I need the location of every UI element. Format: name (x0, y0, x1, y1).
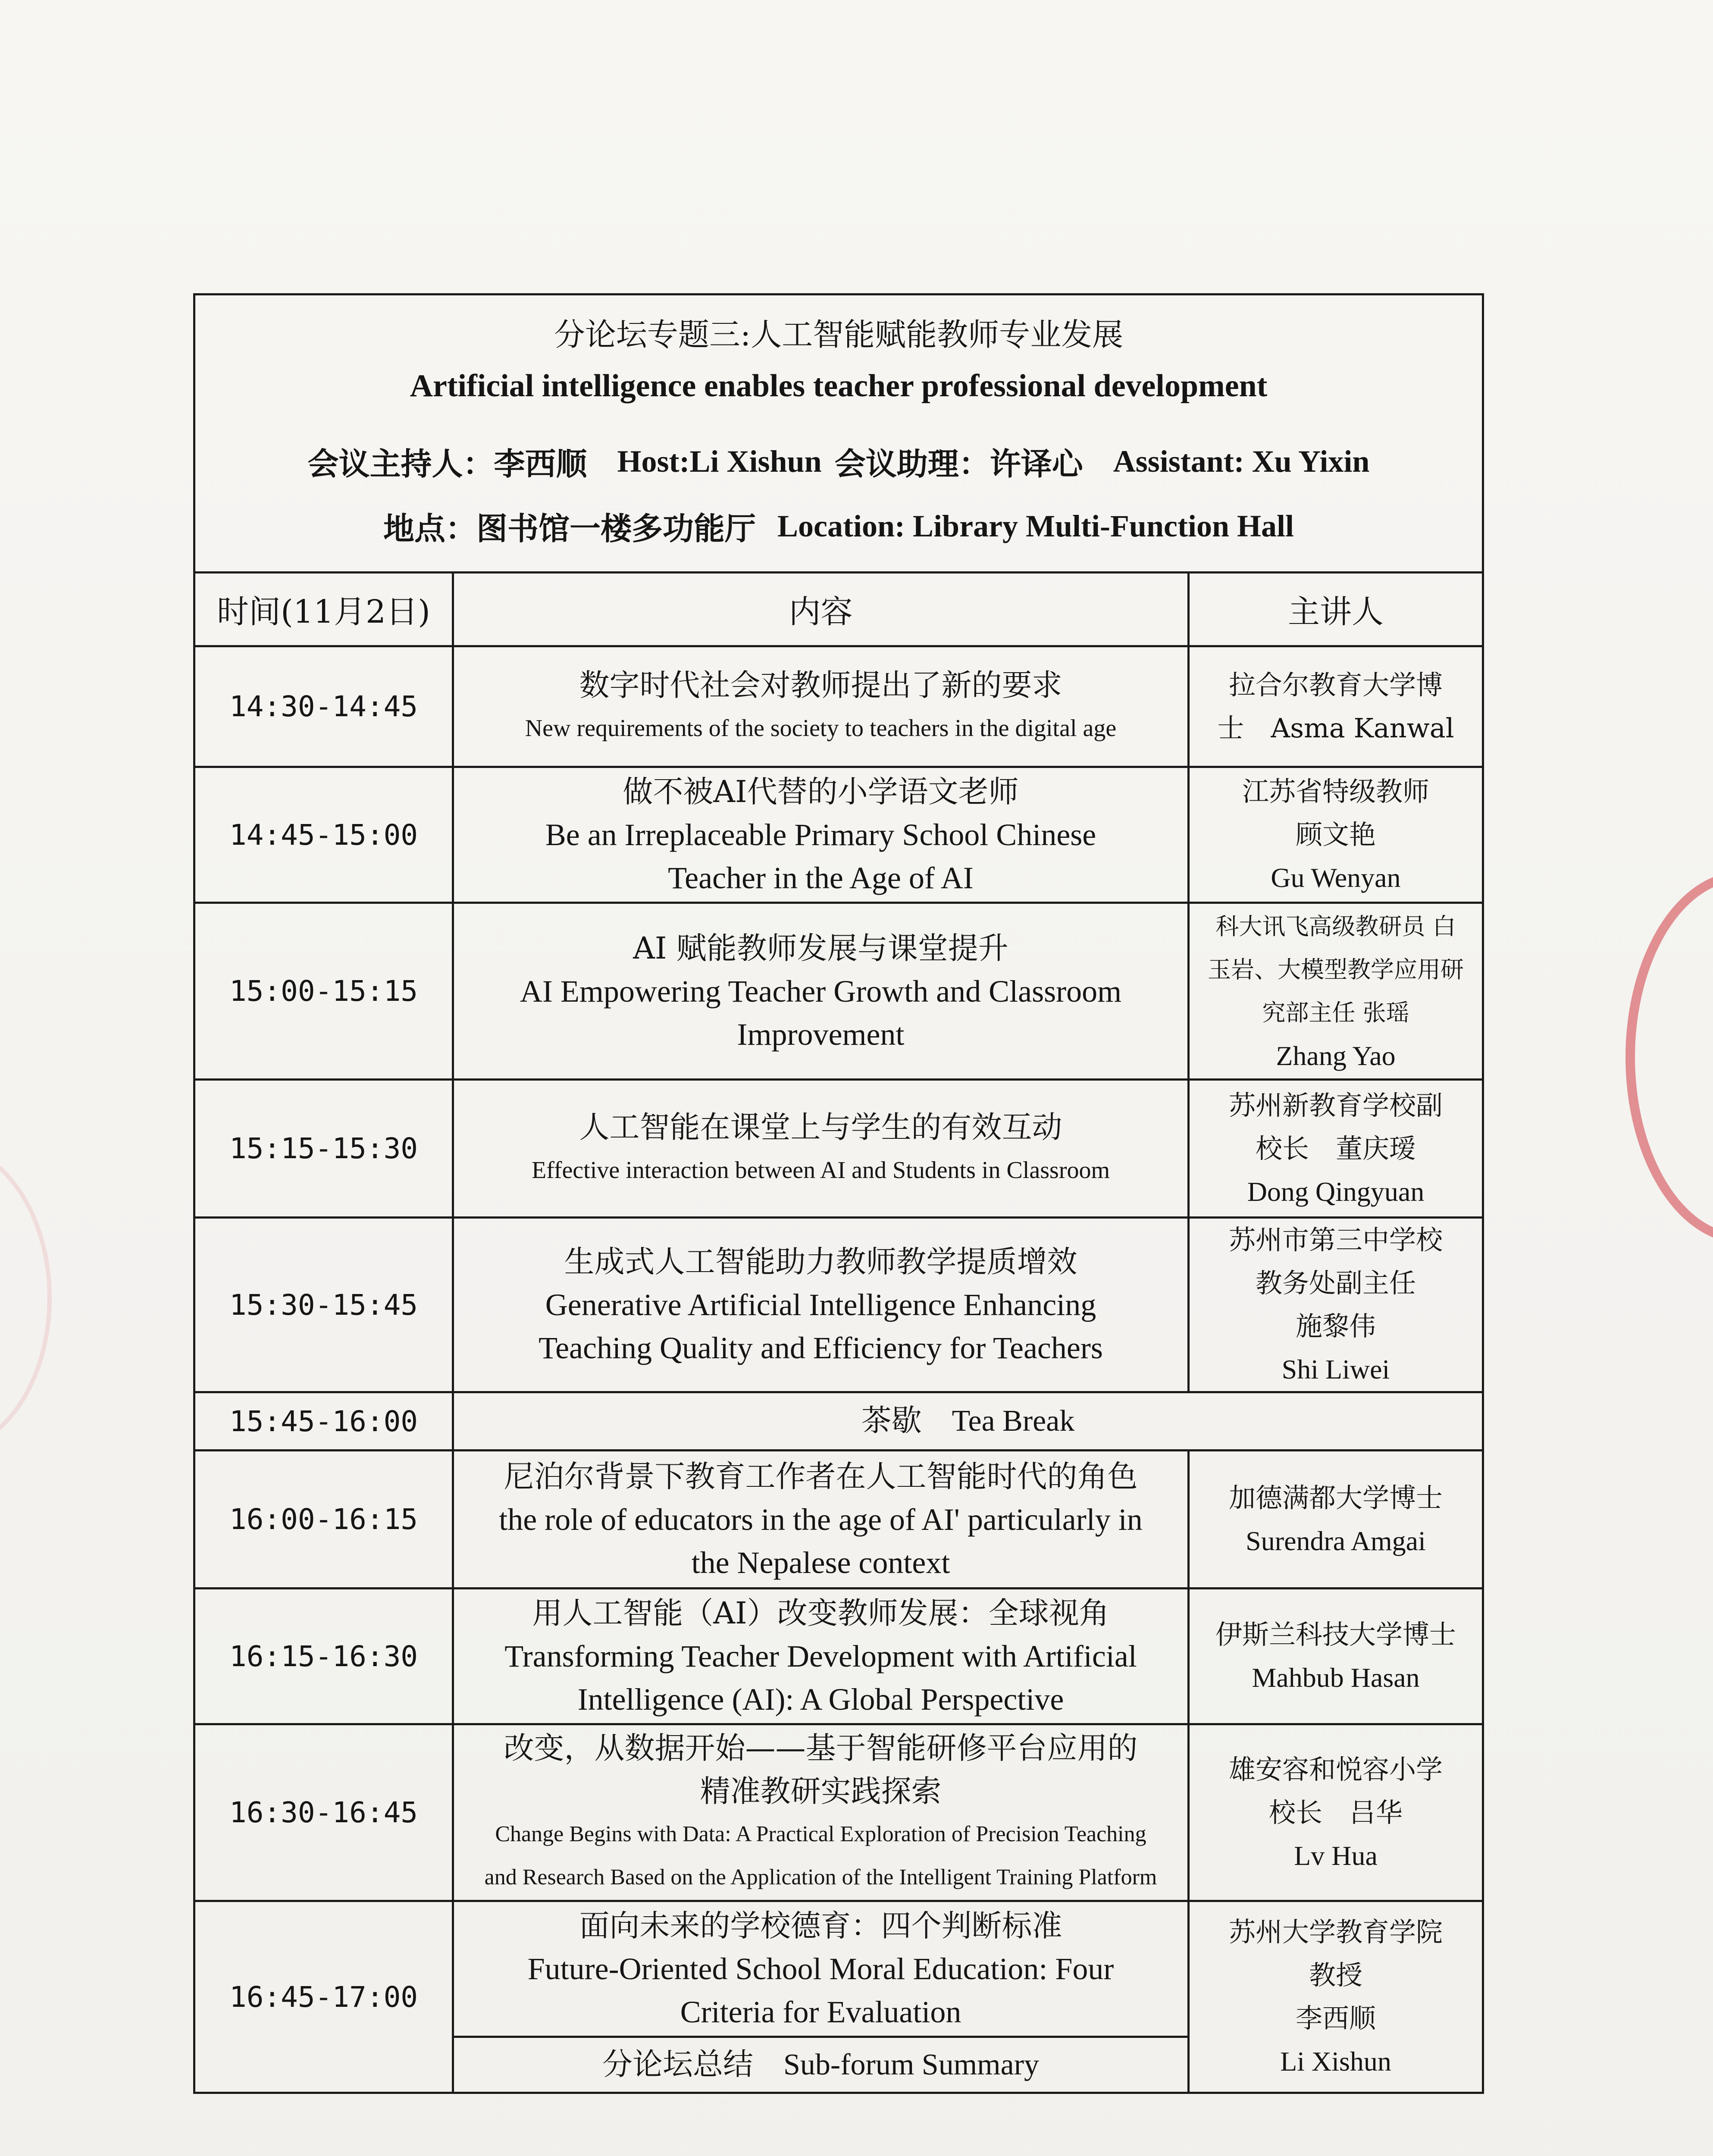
content-en: Teacher in the Age of AI (668, 861, 974, 895)
summary-cell (453, 2037, 1189, 2093)
time-cell: 15:00-15:15 (194, 903, 453, 1080)
time-cell: 16:45-17:00 (194, 1901, 453, 2093)
speaker-line: Dong Qingyuan (1247, 1176, 1425, 1207)
content-zh: 改变，从数据开始——基于智能研修平台应用的 (504, 1730, 1138, 1766)
content-en: Criteria for Evaluation (680, 1995, 961, 2029)
speaker-line: 校长 董庆瑷 (1255, 1132, 1416, 1164)
content-en: and Research Based on the Application of the Intelligent Training Platform (484, 1865, 1157, 1890)
host-zh: 会议主持人：李西顺 (307, 445, 587, 482)
tea-break-label: 茶歇 Tea Break (861, 1404, 1075, 1438)
content-en: Generative Artificial Intelligence Enhancing (545, 1288, 1096, 1322)
speaker-line: 科大讯飞高级教研员 白 (1215, 912, 1456, 940)
table-row (194, 1589, 1483, 1724)
speaker-line: Mahbub Hasan (1252, 1662, 1420, 1693)
time-cell: 14:30-14:45 (194, 646, 453, 767)
speaker-line: 士 Asma Kanwal (1217, 712, 1454, 744)
content-cell (453, 903, 1189, 1080)
time-cell: 16:00-16:15 (194, 1451, 453, 1589)
location-line (195, 494, 1482, 558)
speaker-line: 李西顺 (1295, 2002, 1376, 2034)
content-zh: 数字时代社会对教师提出了新的要求 (579, 667, 1062, 703)
speaker-line: 苏州新教育学校副 (1228, 1089, 1443, 1121)
content-en: Change Begins with Data: A Practical Exploration of Precision Teaching (495, 1821, 1146, 1846)
time-cell: 16:15-16:30 (194, 1589, 453, 1724)
host-en: Host:Li Xishun (617, 444, 822, 479)
speaker-line: 拉合尔教育大学博 (1228, 669, 1443, 701)
speaker-line: 教授 (1309, 1959, 1362, 1991)
speaker-cell (1189, 1724, 1483, 1901)
content-cell (453, 1451, 1189, 1589)
content-en: New requirements of the society to teachers in the digital age (525, 714, 1117, 742)
speaker-line: 教务处副主任 (1255, 1267, 1416, 1299)
column-header-row (194, 573, 1483, 646)
table-row (194, 1451, 1483, 1589)
speaker-line: 玉岩、大模型教学应用研 (1208, 956, 1464, 983)
speaker-cell (1189, 646, 1483, 767)
content-en: Future-Oriented School Moral Education: Four (527, 1952, 1114, 1986)
speaker-line: Li Xishun (1280, 2046, 1391, 2077)
content-en: AI Empowering Teacher Growth and Classroom (520, 974, 1122, 1009)
speaker-cell (1189, 767, 1483, 903)
speaker-cell (1189, 1218, 1483, 1392)
content-cell (453, 1724, 1189, 1901)
table-row-break (194, 1392, 1483, 1451)
content-zh: 生成式人工智能助力教师教学提质增效 (564, 1244, 1077, 1279)
content-zh: 尼泊尔背景下教育工作者在人工智能时代的角色 (504, 1458, 1138, 1494)
content-cell (453, 767, 1189, 903)
content-zh: 人工智能在课堂上与学生的有效互动 (579, 1109, 1062, 1145)
time-cell: 15:30-15:45 (194, 1218, 453, 1392)
content-en: the role of educators in the age of AI' particularly in (499, 1502, 1143, 1537)
time-cell: 15:15-15:30 (194, 1080, 453, 1218)
content-en: Intelligence (AI): A Global Perspective (577, 1682, 1064, 1717)
table-row (194, 1080, 1483, 1218)
table-row (194, 903, 1483, 1080)
speaker-cell (1189, 1080, 1483, 1218)
speaker-line: 究部主任 张瑶 (1262, 999, 1409, 1026)
speaker-line: Surendra Amgai (1246, 1525, 1426, 1556)
location-en: Location: Library Multi-Function Hall (777, 508, 1294, 543)
speaker-line: 顾文艳 (1295, 819, 1376, 850)
content-en: Teaching Quality and Efficiency for Teachers (539, 1331, 1103, 1365)
location-zh: 地点：图书馆一楼多功能厅 (383, 510, 756, 547)
speaker-line: 苏州大学教育学院 (1228, 1916, 1443, 1948)
speaker-cell (1189, 1589, 1483, 1724)
content-zh: 用人工智能（AI）改变教师发展：全球视角 (532, 1595, 1109, 1631)
content-en: Transforming Teacher Development with Artificial (504, 1639, 1137, 1673)
table-row (194, 646, 1483, 767)
column-header-speaker: 主讲人 (1189, 573, 1483, 646)
content-cell (453, 1901, 1189, 2037)
speaker-line: Lv Hua (1294, 1840, 1378, 1871)
speaker-line: 校长 吕华 (1268, 1796, 1403, 1828)
column-header-content: 内容 (453, 573, 1189, 646)
time-cell: 16:30-16:45 (194, 1724, 453, 1901)
speaker-line: 雄安容和悦容小学 (1228, 1753, 1443, 1785)
content-en: Effective interaction between AI and Students in Classroom (531, 1156, 1110, 1184)
table-row (194, 1901, 1483, 2037)
speaker-cell (1189, 1451, 1483, 1589)
assistant-zh: 会议助理：许译心 (834, 445, 1083, 482)
time-cell: 14:45-15:00 (194, 767, 453, 903)
content-en: Improvement (737, 1017, 905, 1052)
content-zh: 面向未来的学校德育：四个判断标准 (579, 1908, 1062, 1943)
speaker-cell (1189, 903, 1483, 1080)
summary-label: 分论坛总结 Sub-forum Summary (602, 2048, 1040, 2081)
speaker-line: Shi Liwei (1281, 1354, 1390, 1385)
column-header-time: 时间(11月2日) (194, 573, 453, 646)
table-row (194, 1724, 1483, 1901)
speaker-line: Gu Wenyan (1271, 862, 1401, 893)
content-en: Be an Irreplaceable Primary School Chinese (545, 818, 1096, 852)
speaker-line: 江苏省特级教师 (1242, 776, 1429, 807)
time-cell: 15:45-16:00 (194, 1392, 453, 1451)
content-cell (453, 646, 1189, 767)
content-cell (453, 1589, 1189, 1724)
content-cell (453, 1218, 1189, 1392)
table-row (194, 767, 1483, 903)
speaker-cell (1189, 1901, 1483, 2093)
forum-title-en: Artificial intelligence enables teacher professional development (410, 368, 1268, 404)
content-zh: 做不被AI代替的小学语文老师 (623, 774, 1019, 809)
content-zh: AI 赋能教师发展与课堂提升 (633, 930, 1008, 966)
forum-title-zh: 分论坛专题三:人工智能赋能教师专业发展 (554, 317, 1124, 353)
content-cell (453, 1080, 1189, 1218)
speaker-line: 施黎伟 (1295, 1310, 1376, 1342)
schedule-table (193, 293, 1484, 2094)
speaker-line: 加德满都大学博士 (1228, 1482, 1443, 1514)
content-zh: 精准教研实践探索 (700, 1773, 942, 1809)
speaker-line: 伊斯兰科技大学博士 (1215, 1619, 1456, 1650)
speaker-line: 苏州市第三中学校 (1228, 1224, 1443, 1256)
table-header-block (194, 295, 1483, 573)
break-cell (453, 1392, 1483, 1451)
forum-info-cell (194, 295, 1483, 573)
host-line (195, 429, 1482, 494)
content-en: the Nepalese context (691, 1545, 950, 1580)
table-row (194, 1218, 1483, 1392)
assistant-en: Assistant: Xu Yixin (1113, 444, 1370, 479)
speaker-line: Zhang Yao (1276, 1040, 1396, 1071)
